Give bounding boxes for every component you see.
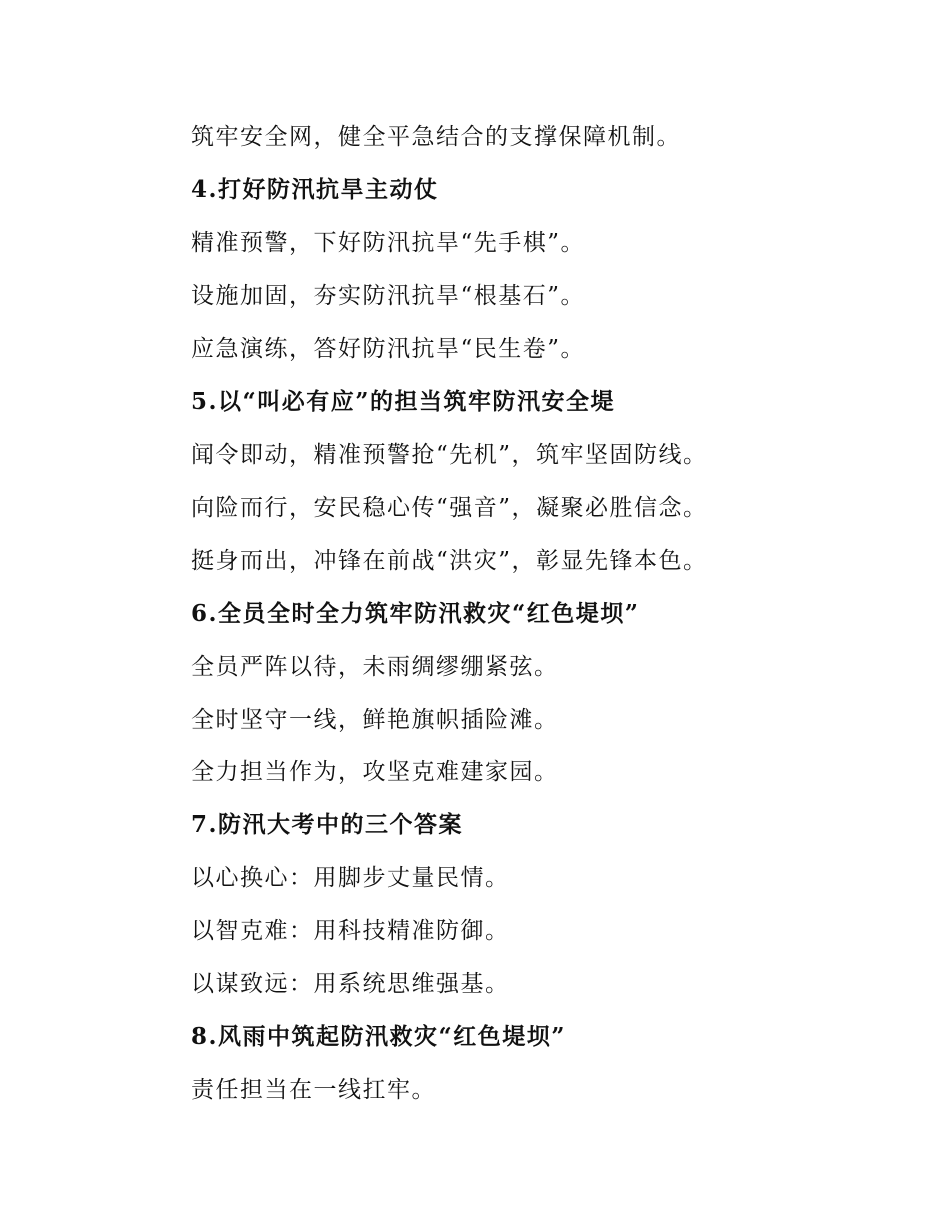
- paragraph-line: 设施加固，夯实防汛抗旱“根基石”。: [191, 283, 586, 309]
- paragraph-line: 责任担当在一线扛牢。: [191, 1077, 436, 1103]
- section-heading-7: 7.防汛大考中的三个答案: [191, 811, 464, 838]
- section-heading-4: 4.打好防汛抗旱主动仗: [191, 176, 439, 203]
- paragraph-line: 全力担当作为，攻坚克难建家园。: [191, 759, 559, 785]
- paragraph-line: 全员严阵以待，未雨绸缪绷紧弦。: [191, 654, 559, 680]
- paragraph-line: 以谋致远：用系统思维强基。: [191, 971, 510, 997]
- paragraph-line: 以心换心：用脚步丈量民情。: [191, 865, 510, 891]
- section-heading-6: 6.全员全时全力筑牢防汛救灾“红色堤坝”: [191, 600, 640, 627]
- paragraph-line: 挺身而出，冲锋在前战“洪灾”，彰显先锋本色。: [191, 548, 708, 574]
- section-heading-8: 8.风雨中筑起防汛救灾“红色堤坝”: [191, 1023, 566, 1050]
- section-heading-5: 5.以“叫必有应”的担当筑牢防汛安全堤: [191, 388, 615, 415]
- paragraph-line: 向险而行，安民稳心传“强音”，凝聚必胜信念。: [191, 495, 708, 521]
- paragraph-line: 筑牢安全网，健全平急结合的支撑保障机制。: [191, 124, 681, 150]
- paragraph-line: 以智克难：用科技精准防御。: [191, 918, 510, 944]
- paragraph-line: 全时坚守一线，鲜艳旗帜插险滩。: [191, 707, 559, 733]
- paragraph-line: 闻令即动，精准预警抢“先机”，筑牢坚固防线。: [191, 442, 708, 468]
- paragraph-line: 精准预警，下好防汛抗旱“先手棋”。: [191, 230, 586, 256]
- paragraph-line: 应急演练，答好防汛抗旱“民生卷”。: [191, 336, 586, 362]
